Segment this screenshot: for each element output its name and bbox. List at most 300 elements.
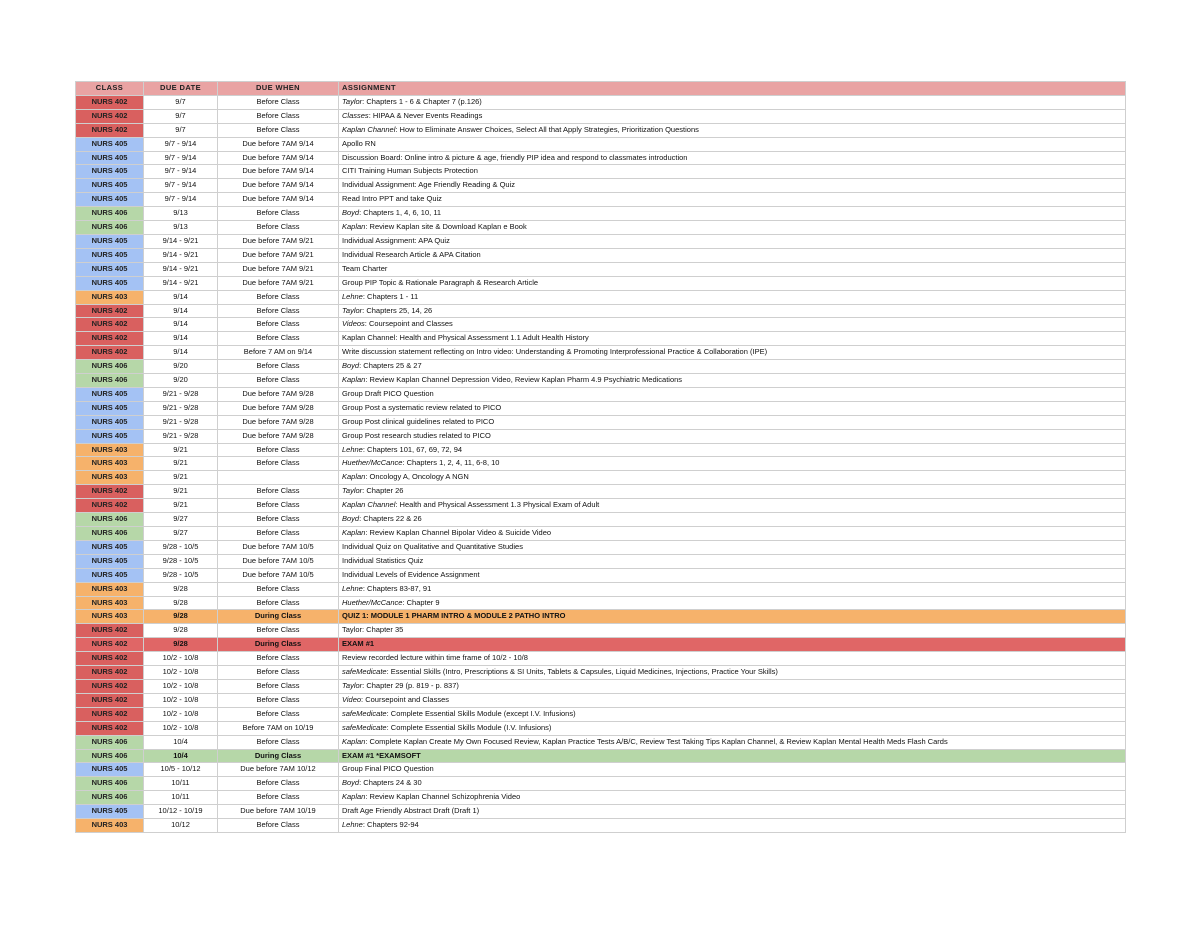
table-row bbox=[76, 262, 1126, 276]
due-when-cell: Due before 7AM 9/21 bbox=[218, 276, 339, 290]
due-when-cell: Before Class bbox=[218, 582, 339, 596]
table-row bbox=[76, 610, 1126, 624]
due-when-cell: Before Class bbox=[218, 457, 339, 471]
due-date-cell: 9/7 - 9/14 bbox=[144, 137, 218, 151]
assignment-text: : Chapters 25, 14, 26 bbox=[362, 305, 433, 315]
assignment-text: EXAM #1 *EXAMSOFT bbox=[342, 750, 421, 760]
assignment-source: Boyd bbox=[342, 778, 360, 788]
class-cell: NURS 402 bbox=[76, 499, 144, 513]
assignment-text: Discussion Board: Online intro & picture & age, friendly PIP idea and respond to classmates introduction bbox=[342, 152, 688, 162]
assignment-text: Group Post research studies related to PICO bbox=[342, 430, 491, 440]
assignment-source: Lehne bbox=[342, 444, 363, 454]
assignment-cell bbox=[339, 610, 1126, 624]
due-when-cell: Before Class bbox=[218, 624, 339, 638]
due-when-cell: Before Class bbox=[218, 666, 339, 680]
class-cell: NURS 405 bbox=[76, 179, 144, 193]
class-cell: NURS 406 bbox=[76, 221, 144, 235]
due-when-cell: Before Class bbox=[218, 596, 339, 610]
assignment-cell bbox=[339, 582, 1126, 596]
assignment-source: Classes bbox=[342, 110, 369, 120]
assignment-source: safeMedicate bbox=[342, 722, 387, 732]
due-when-cell: Before Class bbox=[218, 693, 339, 707]
due-when-cell: Due before 7AM 9/14 bbox=[218, 151, 339, 165]
class-cell: NURS 406 bbox=[76, 735, 144, 749]
due-date-cell: 10/11 bbox=[144, 791, 218, 805]
header-class: CLASS bbox=[76, 82, 144, 96]
due-when-cell: Before Class bbox=[218, 374, 339, 388]
due-date-cell: 9/21 bbox=[144, 485, 218, 499]
class-cell: NURS 402 bbox=[76, 693, 144, 707]
assignment-text: Individual Levels of Evidence Assignment bbox=[342, 569, 480, 579]
table-row bbox=[76, 693, 1126, 707]
class-cell: NURS 405 bbox=[76, 248, 144, 262]
assignment-cell bbox=[339, 679, 1126, 693]
assignment-source: Lehne bbox=[342, 820, 363, 830]
table-row bbox=[76, 679, 1126, 693]
assignment-source: Video bbox=[342, 694, 362, 704]
due-when-cell: Due before 7AM 9/14 bbox=[218, 179, 339, 193]
class-cell: NURS 402 bbox=[76, 304, 144, 318]
assignment-source: Taylor bbox=[342, 305, 363, 315]
class-cell: NURS 405 bbox=[76, 137, 144, 151]
assignment-text: CITI Training Human Subjects Protection bbox=[342, 166, 478, 176]
table-row bbox=[76, 221, 1126, 235]
due-date-cell: 9/28 - 10/5 bbox=[144, 554, 218, 568]
class-cell: NURS 405 bbox=[76, 415, 144, 429]
due-date-cell: 10/12 bbox=[144, 819, 218, 833]
assignment-text: : Complete Kaplan Create My Own Focused Review, Kaplan Practice Tests A/B/C, Review Test Taking Tips Kaplan Channel, & Review Kaplan Mental Health Meds Flash Cards bbox=[365, 736, 948, 746]
table-row bbox=[76, 707, 1126, 721]
table-row bbox=[76, 721, 1126, 735]
due-date-cell: 10/11 bbox=[144, 777, 218, 791]
assignment-source: Taylor bbox=[342, 96, 363, 106]
due-when-cell: Before Class bbox=[218, 791, 339, 805]
due-when-cell: Before Class bbox=[218, 360, 339, 374]
assignment-text: : HIPAA & Never Events Readings bbox=[368, 110, 483, 120]
assignment-source: Videos bbox=[342, 319, 365, 329]
class-cell: NURS 402 bbox=[76, 318, 144, 332]
assignment-cell bbox=[339, 499, 1126, 513]
table-row bbox=[76, 666, 1126, 680]
assignment-cell bbox=[339, 123, 1126, 137]
due-when-cell: Before Class bbox=[218, 527, 339, 541]
assignment-cell bbox=[339, 193, 1126, 207]
due-date-cell: 9/14 bbox=[144, 332, 218, 346]
assignment-source: Kaplan bbox=[342, 222, 366, 232]
class-cell: NURS 405 bbox=[76, 540, 144, 554]
assignment-text: Review recorded lecture within time frame of 10/2 - 10/8 bbox=[342, 653, 528, 663]
table-row bbox=[76, 471, 1126, 485]
table-row bbox=[76, 387, 1126, 401]
table-row bbox=[76, 513, 1126, 527]
class-cell: NURS 406 bbox=[76, 527, 144, 541]
class-cell: NURS 403 bbox=[76, 596, 144, 610]
due-date-cell: 9/14 bbox=[144, 318, 218, 332]
due-date-cell: 9/7 bbox=[144, 95, 218, 109]
due-when-cell: Before Class bbox=[218, 679, 339, 693]
assignment-cell bbox=[339, 652, 1126, 666]
due-date-cell: 9/7 - 9/14 bbox=[144, 179, 218, 193]
table-row bbox=[76, 332, 1126, 346]
assignment-cell bbox=[339, 262, 1126, 276]
assignment-cell bbox=[339, 179, 1126, 193]
assignment-text: Group Post a systematic review related to PICO bbox=[342, 402, 502, 412]
assignment-cell bbox=[339, 819, 1126, 833]
due-when-cell: During Class bbox=[218, 749, 339, 763]
table-row bbox=[76, 123, 1126, 137]
assignment-cell bbox=[339, 568, 1126, 582]
due-when-cell: Due before 7AM 10/5 bbox=[218, 540, 339, 554]
assignment-source: Kaplan bbox=[342, 792, 366, 802]
assignment-cell bbox=[339, 638, 1126, 652]
class-cell: NURS 402 bbox=[76, 624, 144, 638]
table-row bbox=[76, 527, 1126, 541]
assignment-cell bbox=[339, 805, 1126, 819]
class-cell: NURS 403 bbox=[76, 610, 144, 624]
assignment-text: : Review Kaplan Channel Schizophrenia Video bbox=[365, 792, 521, 802]
assignment-source: safeMedicate bbox=[342, 667, 387, 677]
assignment-cell bbox=[339, 457, 1126, 471]
assignment-cell bbox=[339, 276, 1126, 290]
due-date-cell: 9/21 bbox=[144, 457, 218, 471]
class-cell: NURS 406 bbox=[76, 207, 144, 221]
assignment-text: Read Intro PPT and take Quiz bbox=[342, 194, 442, 204]
assignment-cell bbox=[339, 527, 1126, 541]
due-date-cell: 9/14 bbox=[144, 346, 218, 360]
header-due-when: DUE WHEN bbox=[218, 82, 339, 96]
assignment-text: : Essential Skills (Intro, Prescriptions & SI Units, Tablets & Capsules, Liquid Medicines, Injections, Practice Your Skills) bbox=[386, 667, 778, 677]
due-when-cell: Before Class bbox=[218, 499, 339, 513]
due-date-cell: 9/13 bbox=[144, 207, 218, 221]
table-row bbox=[76, 346, 1126, 360]
table-row bbox=[76, 318, 1126, 332]
class-cell: NURS 406 bbox=[76, 791, 144, 805]
table-row bbox=[76, 415, 1126, 429]
class-cell: NURS 405 bbox=[76, 554, 144, 568]
assignment-cell bbox=[339, 360, 1126, 374]
assignment-cell bbox=[339, 763, 1126, 777]
assignment-source: safeMedicate bbox=[342, 708, 387, 718]
table-row bbox=[76, 763, 1126, 777]
assignment-text: : Chapters 1, 4, 6, 10, 11 bbox=[359, 208, 442, 218]
table-row bbox=[76, 624, 1126, 638]
due-when-cell: Before 7 AM on 9/14 bbox=[218, 346, 339, 360]
due-when-cell: Due before 7AM 9/28 bbox=[218, 429, 339, 443]
assignment-source: Huether/McCance bbox=[342, 597, 403, 607]
due-date-cell: 9/21 - 9/28 bbox=[144, 387, 218, 401]
table-row bbox=[76, 193, 1126, 207]
due-when-cell: Before Class bbox=[218, 207, 339, 221]
class-cell: NURS 406 bbox=[76, 374, 144, 388]
assignment-text: Individual Quiz on Qualitative and Quantitative Studies bbox=[342, 541, 523, 551]
table-row bbox=[76, 165, 1126, 179]
due-date-cell: 9/14 - 9/21 bbox=[144, 276, 218, 290]
class-cell: NURS 405 bbox=[76, 151, 144, 165]
assignment-cell bbox=[339, 707, 1126, 721]
due-when-cell: Before Class bbox=[218, 777, 339, 791]
table-row bbox=[76, 805, 1126, 819]
assignment-cell bbox=[339, 151, 1126, 165]
due-date-cell: 9/28 bbox=[144, 596, 218, 610]
assignment-source: Kaplan Channel bbox=[342, 500, 396, 510]
due-when-cell: Before Class bbox=[218, 290, 339, 304]
table-row bbox=[76, 485, 1126, 499]
table-row bbox=[76, 276, 1126, 290]
class-cell: NURS 405 bbox=[76, 165, 144, 179]
assignment-cell bbox=[339, 234, 1126, 248]
assignment-source: Kaplan bbox=[342, 736, 366, 746]
due-date-cell: 9/21 bbox=[144, 443, 218, 457]
due-when-cell: Due before 7AM 9/21 bbox=[218, 248, 339, 262]
assignment-source: Taylor bbox=[342, 486, 363, 496]
assignment-cell bbox=[339, 401, 1126, 415]
assignment-cell bbox=[339, 777, 1126, 791]
assignment-cell bbox=[339, 596, 1126, 610]
due-date-cell: 9/27 bbox=[144, 513, 218, 527]
table-row bbox=[76, 568, 1126, 582]
assignment-text: : Health and Physical Assessment 1.3 Physical Exam of Adult bbox=[395, 500, 600, 510]
class-cell: NURS 405 bbox=[76, 234, 144, 248]
due-date-cell: 9/7 - 9/14 bbox=[144, 165, 218, 179]
assignment-cell bbox=[339, 387, 1126, 401]
class-cell: NURS 405 bbox=[76, 429, 144, 443]
assignment-text: : Review Kaplan Channel Depression Video, Review Kaplan Pharm 4.9 Psychiatric Medications bbox=[365, 375, 683, 385]
due-date-cell: 9/20 bbox=[144, 360, 218, 374]
assignment-text: Draft Age Friendly Abstract Draft (Draft 1) bbox=[342, 806, 480, 816]
due-when-cell: Due before 7AM 9/28 bbox=[218, 415, 339, 429]
class-cell: NURS 403 bbox=[76, 457, 144, 471]
due-date-cell: 9/14 bbox=[144, 304, 218, 318]
due-when-cell: Before Class bbox=[218, 109, 339, 123]
class-cell: NURS 405 bbox=[76, 568, 144, 582]
due-when-cell: Before Class bbox=[218, 485, 339, 499]
assignment-cell bbox=[339, 137, 1126, 151]
assignment-text: : Oncology A, Oncology A NGN bbox=[365, 472, 469, 482]
assignment-cell bbox=[339, 248, 1126, 262]
assignment-cell bbox=[339, 374, 1126, 388]
table-row bbox=[76, 596, 1126, 610]
due-date-cell: 10/2 - 10/8 bbox=[144, 721, 218, 735]
assignment-source: Kaplan bbox=[342, 472, 366, 482]
assignment-text: : How to Eliminate Answer Choices, Select All that Apply Strategies, Prioritization Questions bbox=[395, 124, 699, 134]
table-row bbox=[76, 207, 1126, 221]
class-cell: NURS 402 bbox=[76, 123, 144, 137]
assignment-cell bbox=[339, 443, 1126, 457]
due-date-cell: 10/2 - 10/8 bbox=[144, 707, 218, 721]
table-row bbox=[76, 179, 1126, 193]
due-date-cell: 10/2 - 10/8 bbox=[144, 652, 218, 666]
due-date-cell: 10/2 - 10/8 bbox=[144, 679, 218, 693]
class-cell: NURS 402 bbox=[76, 679, 144, 693]
table-row bbox=[76, 540, 1126, 554]
table-row bbox=[76, 248, 1126, 262]
assignment-text: : Chapters 22 & 26 bbox=[359, 514, 422, 524]
due-date-cell: 10/12 - 10/19 bbox=[144, 805, 218, 819]
assignment-source: Lehne bbox=[342, 291, 363, 301]
assignment-cell bbox=[339, 332, 1126, 346]
assignment-cell bbox=[339, 165, 1126, 179]
class-cell: NURS 402 bbox=[76, 707, 144, 721]
due-when-cell: Due before 7AM 9/14 bbox=[218, 193, 339, 207]
class-cell: NURS 402 bbox=[76, 109, 144, 123]
class-cell: NURS 403 bbox=[76, 443, 144, 457]
due-when-cell: During Class bbox=[218, 638, 339, 652]
class-cell: NURS 406 bbox=[76, 513, 144, 527]
assignment-text: Apollo RN bbox=[342, 138, 376, 148]
assignment-cell bbox=[339, 666, 1126, 680]
assignment-cell bbox=[339, 429, 1126, 443]
due-date-cell: 9/28 bbox=[144, 610, 218, 624]
class-cell: NURS 402 bbox=[76, 638, 144, 652]
due-date-cell: 10/2 - 10/8 bbox=[144, 693, 218, 707]
assignment-text: : Chapters 25 & 27 bbox=[359, 361, 422, 371]
assignment-text: : Chapters 1, 2, 4, 11, 6-8, 10 bbox=[402, 458, 500, 468]
class-cell: NURS 405 bbox=[76, 262, 144, 276]
assignment-text: Team Charter bbox=[342, 263, 388, 273]
due-when-cell: Before Class bbox=[218, 652, 339, 666]
due-when-cell: Due before 7AM 9/14 bbox=[218, 137, 339, 151]
assignment-text: Individual Assignment: Age Friendly Reading & Quiz bbox=[342, 180, 516, 190]
assignment-text: Kaplan Channel: Health and Physical Assessment 1.1 Adult Health History bbox=[342, 333, 589, 343]
due-date-cell: 9/14 bbox=[144, 290, 218, 304]
due-date-cell: 9/7 bbox=[144, 109, 218, 123]
class-cell: NURS 405 bbox=[76, 387, 144, 401]
due-when-cell: Before Class bbox=[218, 819, 339, 833]
class-cell: NURS 403 bbox=[76, 819, 144, 833]
assignment-text: : Chapter 29 (p. 819 - p. 837) bbox=[362, 680, 459, 690]
due-date-cell: 9/21 - 9/28 bbox=[144, 429, 218, 443]
assignment-cell bbox=[339, 540, 1126, 554]
table-body bbox=[76, 95, 1126, 832]
assignment-cell bbox=[339, 415, 1126, 429]
class-cell: NURS 405 bbox=[76, 763, 144, 777]
table-row bbox=[76, 429, 1126, 443]
assignment-cell bbox=[339, 749, 1126, 763]
due-date-cell: 9/28 - 10/5 bbox=[144, 568, 218, 582]
due-when-cell: Before Class bbox=[218, 735, 339, 749]
assignment-cell bbox=[339, 290, 1126, 304]
assignment-text: : Chapters 24 & 30 bbox=[359, 778, 422, 788]
table-row bbox=[76, 457, 1126, 471]
assignment-text: : Review Kaplan Channel Bipolar Video & Suicide Video bbox=[365, 528, 552, 537]
due-date-cell: 9/21 bbox=[144, 499, 218, 513]
table-row bbox=[76, 234, 1126, 248]
table-row bbox=[76, 499, 1126, 513]
assignment-source: Boyd bbox=[342, 514, 360, 524]
due-date-cell: 9/27 bbox=[144, 527, 218, 541]
table-row bbox=[76, 374, 1126, 388]
assignment-source: Boyd bbox=[342, 208, 360, 218]
assignment-text: : Chapters 92-94 bbox=[362, 820, 419, 830]
due-date-cell: 9/28 bbox=[144, 638, 218, 652]
due-date-cell: 9/7 - 9/14 bbox=[144, 193, 218, 207]
assignment-cell bbox=[339, 346, 1126, 360]
assignment-source: Huether/McCance bbox=[342, 458, 403, 468]
due-when-cell: Due before 7AM 9/21 bbox=[218, 262, 339, 276]
assignment-table bbox=[75, 81, 1126, 833]
assignment-text: Group Final PICO Question bbox=[342, 764, 434, 774]
assignment-cell bbox=[339, 109, 1126, 123]
due-when-cell: Before Class bbox=[218, 304, 339, 318]
table-row bbox=[76, 137, 1126, 151]
table-row bbox=[76, 304, 1126, 318]
header-assignment: ASSIGNMENT bbox=[339, 82, 1126, 96]
due-date-cell: 9/14 - 9/21 bbox=[144, 234, 218, 248]
due-when-cell: Due before 7AM 10/5 bbox=[218, 568, 339, 582]
class-cell: NURS 405 bbox=[76, 193, 144, 207]
assignment-text: : Chapter 26 bbox=[362, 486, 404, 496]
due-when-cell: Before Class bbox=[218, 318, 339, 332]
assignment-cell bbox=[339, 207, 1126, 221]
due-when-cell: During Class bbox=[218, 610, 339, 624]
due-when-cell: Before Class bbox=[218, 707, 339, 721]
table-row bbox=[76, 638, 1126, 652]
due-date-cell: 9/7 bbox=[144, 123, 218, 137]
class-cell: NURS 403 bbox=[76, 582, 144, 596]
class-cell: NURS 405 bbox=[76, 276, 144, 290]
due-date-cell: 9/14 - 9/21 bbox=[144, 248, 218, 262]
assignment-text: : Review Kaplan site & Download Kaplan e Book bbox=[365, 222, 527, 232]
assignment-cell bbox=[339, 624, 1126, 638]
class-cell: NURS 402 bbox=[76, 666, 144, 680]
due-date-cell: 9/21 - 9/28 bbox=[144, 401, 218, 415]
assignment-text: Taylor: Chapter 35 bbox=[342, 625, 404, 635]
due-date-cell: 9/7 - 9/14 bbox=[144, 151, 218, 165]
due-when-cell: Due before 7AM 10/12 bbox=[218, 763, 339, 777]
assignment-text: : Chapters 1 - 6 & Chapter 7 (p.126) bbox=[362, 96, 482, 106]
assignment-cell bbox=[339, 721, 1126, 735]
due-date-cell: 10/4 bbox=[144, 735, 218, 749]
due-date-cell: 9/28 bbox=[144, 624, 218, 638]
assignment-source: Kaplan Channel bbox=[342, 124, 396, 134]
assignment-text: : Coursepoint and Classes bbox=[361, 694, 450, 704]
due-when-cell: Before 7AM on 10/19 bbox=[218, 721, 339, 735]
assignment-text: : Chapters 1 - 11 bbox=[362, 291, 419, 301]
class-cell: NURS 403 bbox=[76, 290, 144, 304]
assignment-cell bbox=[339, 735, 1126, 749]
due-date-cell: 10/4 bbox=[144, 749, 218, 763]
due-date-cell: 9/21 - 9/28 bbox=[144, 415, 218, 429]
class-cell: NURS 406 bbox=[76, 749, 144, 763]
class-cell: NURS 406 bbox=[76, 777, 144, 791]
due-date-cell: 9/28 - 10/5 bbox=[144, 540, 218, 554]
class-cell: NURS 402 bbox=[76, 346, 144, 360]
due-date-cell: 9/20 bbox=[144, 374, 218, 388]
due-when-cell: Before Class bbox=[218, 332, 339, 346]
header-row bbox=[76, 82, 1126, 96]
due-when-cell: Due before 7AM 9/28 bbox=[218, 401, 339, 415]
class-cell: NURS 406 bbox=[76, 360, 144, 374]
assignment-cell bbox=[339, 318, 1126, 332]
assignment-text: Individual Statistics Quiz bbox=[342, 555, 424, 565]
class-cell: NURS 403 bbox=[76, 471, 144, 485]
due-when-cell: Due before 7AM 10/19 bbox=[218, 805, 339, 819]
table-row bbox=[76, 360, 1126, 374]
class-cell: NURS 405 bbox=[76, 805, 144, 819]
table-row bbox=[76, 735, 1126, 749]
table-row bbox=[76, 819, 1126, 833]
assignment-text: Individual Assignment: APA Quiz bbox=[342, 235, 450, 245]
assignment-text: Group Post clinical guidelines related to PICO bbox=[342, 416, 495, 426]
assignment-text: : Chapters 83-87, 91 bbox=[362, 583, 432, 593]
table-row bbox=[76, 401, 1126, 415]
due-when-cell: Before Class bbox=[218, 95, 339, 109]
class-cell: NURS 402 bbox=[76, 721, 144, 735]
assignment-cell bbox=[339, 485, 1126, 499]
assignment-cell bbox=[339, 471, 1126, 485]
table-row bbox=[76, 777, 1126, 791]
assignment-text: Group Draft PICO Question bbox=[342, 388, 434, 398]
